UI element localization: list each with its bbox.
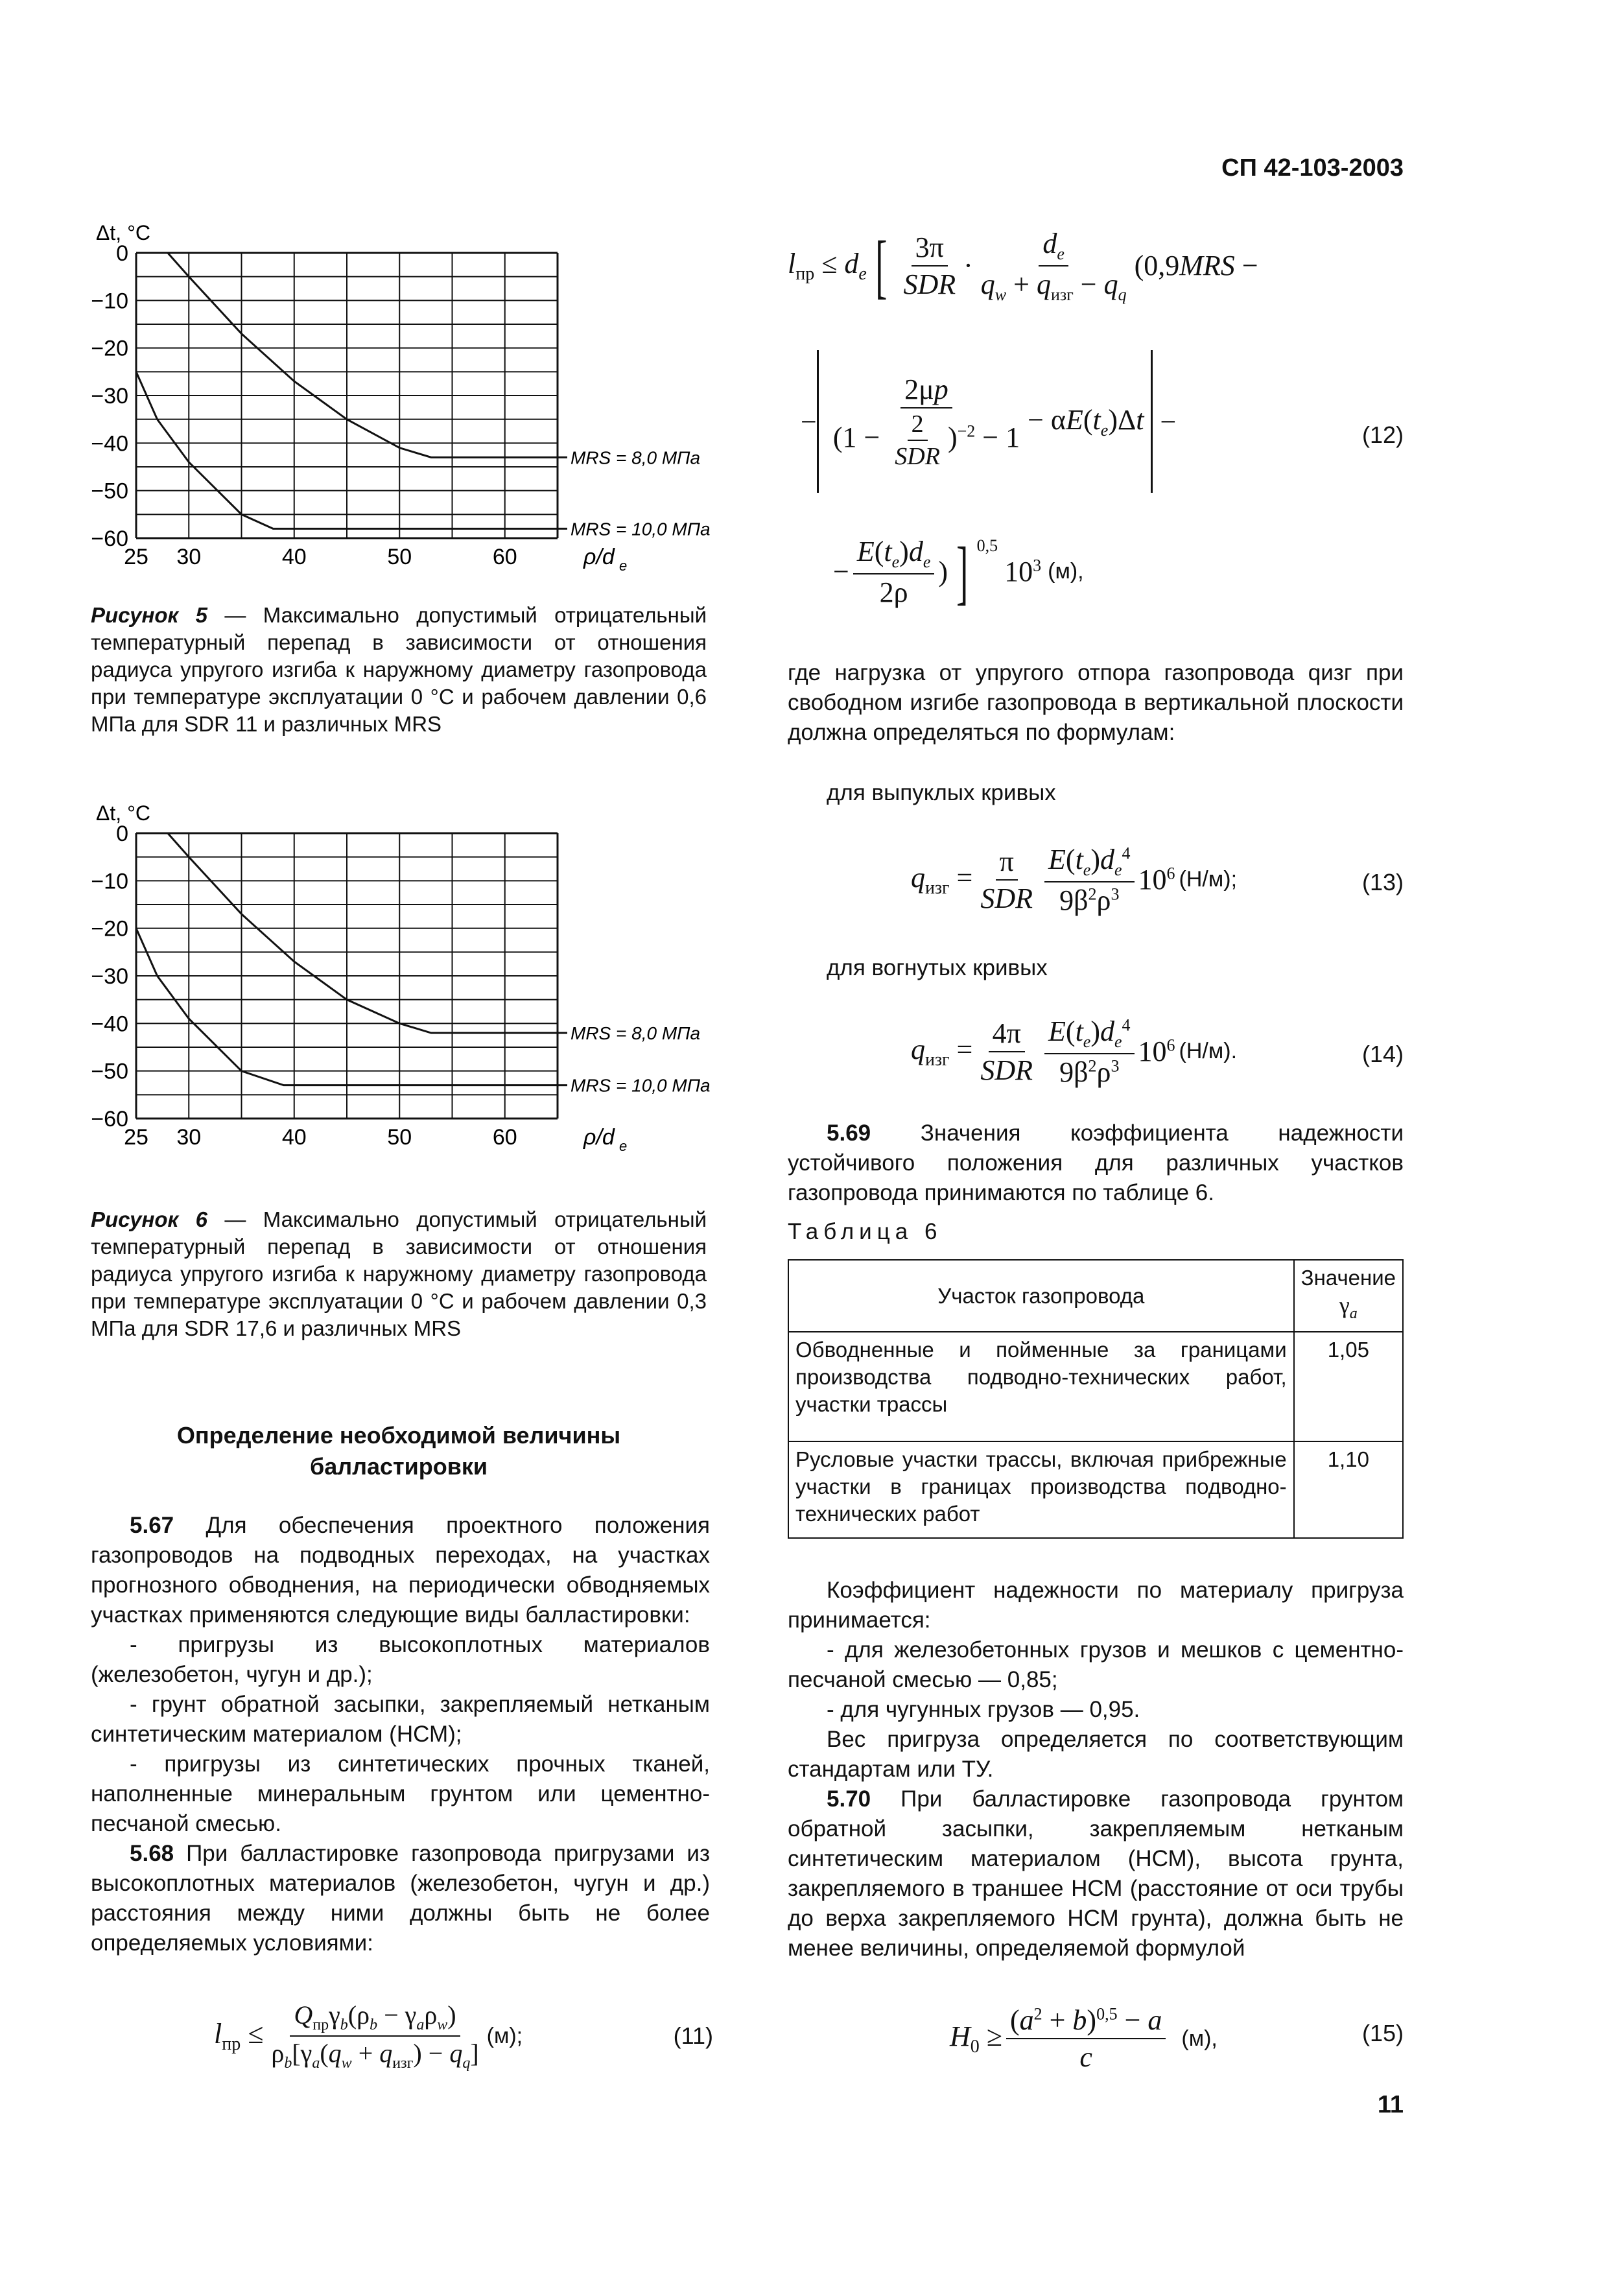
table-cell-section: Обводненные и пойменные за границами производства подводно-технических работ, участки трассы	[788, 1332, 1294, 1441]
y-tick-label: −20	[91, 916, 128, 941]
x-tick-label: 60	[492, 545, 517, 569]
x-axis-unit-subscript: e	[619, 1138, 628, 1154]
x-axis-unit-subscript: e	[619, 558, 628, 574]
figure-6-caption-text: — Максимально допустимый отрицательный температурный перепад в зависимости от отношения радиуса упругого изгиба к наружному диаметру газопровода при температуре эксплуатации 0 °С и рабочем давлении 0,3 МПа для SDR 17,6 и различных MRS	[91, 1207, 707, 1340]
paragraph-text: При балластировке газопровода пригрузами из высокоплотных материалов (железобетон, чугун и др.) расстояния между ними должны быть не более определяемых условиями:	[91, 1841, 710, 1956]
formula-11-unit: (м);	[486, 2023, 523, 2048]
table-6	[788, 1259, 1404, 1539]
figure-6-chart	[84, 794, 733, 1170]
paragraph-number: 5.67	[130, 1513, 174, 1538]
right-paragraph	[788, 1784, 1404, 1963]
paragraph-5-69-number: 5.69	[827, 1120, 871, 1146]
right-body-text	[788, 1576, 1404, 1963]
formula-12-number: (12)	[1361, 421, 1404, 448]
table-row	[788, 1441, 1403, 1538]
x-tick-label: 30	[176, 545, 202, 569]
figure-5-caption-text: — Максимально допустимый отрицательный температурный перепад в зависимости от отношения радиуса упругого изгиба к наружному диаметру газопровода при температуре эксплуатации 0 °С и рабочем давлении 0,6 МПа для SDR 11 и различных MRS	[91, 603, 707, 736]
paragraph-text: - грунт обратной засыпки, закрепляемый нетканым синтетическим материалом (НСМ);	[91, 1692, 710, 1747]
x-tick-label: 50	[387, 1125, 412, 1150]
y-tick-label: 0	[116, 241, 128, 266]
formula-15: $H_0$ ≥ $\frac{(a^2 + b)^{0,5} - a}{c}$ (м), (15)	[950, 2004, 1404, 2073]
x-tick-label: 25	[124, 545, 148, 569]
concave-label: для вогнутых кривых	[827, 955, 1048, 980]
paragraph-text: Для обеспечения проектного положения газопроводов на подводных переходах, на участках прогнозного обводнения, на периодически обводняемых участках применяются следующие виды балластировки:	[91, 1513, 710, 1628]
y-tick-label: 0	[116, 822, 128, 846]
y-tick-label: −60	[91, 1107, 128, 1131]
paragraph-number: 5.70	[827, 1786, 871, 1812]
y-tick-label: −30	[91, 384, 128, 408]
right-paragraph	[788, 1695, 1404, 1725]
formula-15-number: (15)	[1361, 2020, 1404, 2046]
x-tick-label: 25	[124, 1125, 148, 1150]
x-tick-label: 60	[492, 1125, 517, 1150]
document-code: СП 42-103-2003	[1221, 154, 1404, 182]
paragraph-5-69-text: Значения коэффициента надежности устойчивого положения для различных участков газопровода принимаются по таблице 6.	[788, 1120, 1404, 1205]
formula-11-number: (11)	[673, 2022, 713, 2049]
left-paragraph	[91, 1630, 710, 1690]
paragraph-5-69	[788, 1119, 1404, 1208]
y-tick-label: −20	[91, 336, 128, 361]
y-tick-label: −40	[91, 431, 128, 456]
right-paragraph	[788, 1635, 1404, 1695]
convex-label: для выпуклых кривых	[827, 780, 1056, 805]
paragraph-text: Коэффициент надежности по материалу пригруза принимается:	[788, 1578, 1404, 1633]
x-tick-label: 30	[176, 1125, 202, 1150]
page-number: 11	[1377, 2091, 1404, 2118]
paragraph-text: - пригрузы из синтетических прочных тканей, наполненные минеральным грунтом или цементно-песчаной смесью.	[91, 1751, 710, 1836]
x-axis-unit: ρ/d	[583, 545, 615, 569]
formula-13: $q_{изг}$ = $\frac{\pi}{\text{SDR}}$ $\frac{E(t_e)d_e^4}{9\beta^2\rho^3}$ $10^6$ (Н/м); (13)	[911, 844, 1404, 916]
y-axis-unit: Δt, °C	[96, 221, 150, 244]
table-header-symbol: $\gamma_a$	[1339, 1292, 1358, 1323]
table-header-row	[788, 1260, 1403, 1332]
table-cell-value: 1,10	[1294, 1441, 1403, 1538]
table-cell-section: Русловые участки трассы, включая прибрежные участки в границах производства подводно-технических работ	[788, 1441, 1294, 1538]
formula-13-unit: (Н/м);	[1179, 867, 1238, 892]
figure-5-chart	[84, 214, 733, 590]
right-paragraph	[788, 1725, 1404, 1784]
paragraph-text: При балластировке газопровода грунтом обратной засыпки, закрепляемым нетканым синтетическим материалом (НСМ), высота грунта, закрепляемого в траншее НСМ (расстояние от оси трубы до верха закрепляемого НСМ грунта), должна быть не менее величины, определяемой формулой	[788, 1786, 1404, 1961]
right-text-qizg: где нагрузка от упругого отпора газопровода qизг при свободном изгибе газопровода в вертикальной плоскости должна определяться по формулам:	[788, 660, 1404, 745]
y-tick-label: −10	[91, 869, 128, 894]
left-paragraph	[91, 1690, 710, 1749]
figure-6-caption-lead: Рисунок 6	[91, 1207, 208, 1231]
formula-14-unit: (Н/м).	[1179, 1039, 1238, 1064]
x-tick-label: 50	[387, 545, 412, 569]
left-paragraph	[91, 1511, 710, 1630]
right-paragraph	[788, 1576, 1404, 1635]
x-tick-label: 40	[281, 1125, 307, 1150]
y-tick-label: −50	[91, 479, 128, 504]
section-heading: Определение необходимой величины балластировки	[176, 1422, 621, 1480]
paragraph-number: 5.68	[130, 1841, 174, 1866]
formula-15-unit: (м),	[1181, 2026, 1218, 2051]
formula-14-number: (14)	[1361, 1041, 1404, 1067]
formula-12: $l_{пр} \le d_e$ [ $\frac{3\pi}{\text{SDR}}$ · $\frac{d_e}{q_w + q_{изг} - q_q}$ (0,9MRS − − 2μp (1 − $\frac{2}{\text{SDR}}$ )$^{-2}$ − 1 − $\alpha E(t_e)\Delta t$ − − $\frac{E(t_e)d_e}{2\rho}$ ) ] $^{0,5}$ $10^3$ (м), (12)	[788, 226, 1404, 611]
left-body-text	[91, 1511, 710, 1958]
figure-6-caption	[91, 1206, 707, 1342]
y-axis-unit: Δt, °C	[96, 801, 150, 825]
formula-12-unit: (м),	[1048, 559, 1084, 584]
series-label: MRS = 8,0 МПа	[571, 447, 701, 468]
y-tick-label: −60	[91, 527, 128, 551]
series-label: MRS = 10,0 МПа	[571, 519, 711, 539]
figure-5-caption	[91, 602, 707, 738]
y-tick-label: −40	[91, 1012, 128, 1037]
series-line	[168, 253, 558, 457]
x-tick-label: 40	[281, 545, 307, 569]
paragraph-text: Вес пригруза определяется по соответствующим стандартам или ТУ.	[788, 1727, 1404, 1782]
formula-11: $l_{пр}$ ≤ $\frac{Q_{пр}\gamma_b(\rho_b - \gamma_a\rho_w)}{\rho_b[\gamma_a(q_w + q_{изг}) - q_q]}$ (м); (11)	[214, 2000, 713, 2072]
formula-14: $q_{изг}$ = $\frac{4\pi}{\text{SDR}}$ $\frac{E(t_e)d_e^4}{9\beta^2\rho^3}$ $10^6$ (Н/м). (14)	[911, 1015, 1404, 1088]
table-header-value-label: Значение	[1300, 1266, 1396, 1290]
series-label: MRS = 10,0 МПа	[571, 1075, 711, 1096]
paragraph-text: - пригрузы из высокоплотных материалов (железобетон, чугун и др.);	[91, 1632, 710, 1687]
table-cell-value: 1,05	[1294, 1332, 1403, 1441]
y-tick-label: −30	[91, 964, 128, 989]
series-line	[168, 833, 558, 1033]
left-paragraph	[91, 1839, 710, 1958]
x-axis-unit: ρ/d	[583, 1125, 615, 1150]
formula-13-number: (13)	[1361, 869, 1404, 895]
series-label: MRS = 8,0 МПа	[571, 1023, 701, 1043]
table-row	[788, 1332, 1403, 1441]
y-tick-label: −50	[91, 1059, 128, 1084]
table-6-title: Таблица 6	[788, 1219, 943, 1244]
paragraph-text: - для чугунных грузов — 0,95.	[827, 1697, 1140, 1722]
paragraph-text: - для железобетонных грузов и мешков с цементно-песчаной смесью — 0,85;	[788, 1637, 1404, 1692]
y-tick-label: −10	[91, 289, 128, 314]
figure-5-caption-lead: Рисунок 5	[91, 603, 208, 627]
table-header-value	[1294, 1260, 1403, 1332]
table-header-section: Участок газопровода	[788, 1260, 1294, 1332]
left-paragraph	[91, 1749, 710, 1839]
